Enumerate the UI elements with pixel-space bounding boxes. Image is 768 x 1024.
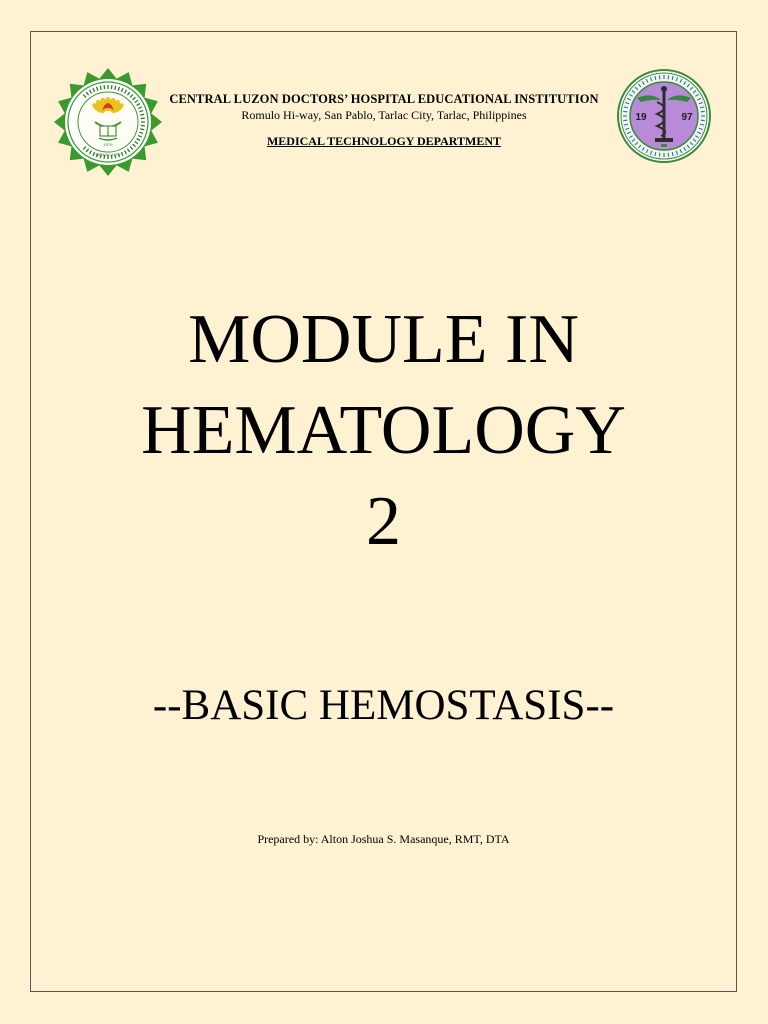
- department-seal-year-right: 97: [681, 112, 693, 123]
- institution-name: CENTRAL LUZON DOCTORS’ HOSPITAL EDUCATIONAL INSTITUTION: [169, 92, 599, 106]
- module-title: [30, 294, 737, 567]
- school-seal-year: 1979: [103, 142, 113, 147]
- department-seal-year-left: 19: [635, 112, 647, 123]
- department-name: MEDICAL TECHNOLOGY DEPARTMENT: [266, 134, 502, 148]
- institution-header: [150, 91, 618, 149]
- institution-address: Romulo Hi-way, San Pablo, Tarlac City, Tarlac, Philippines: [241, 108, 527, 122]
- school-seal-icon: [53, 66, 163, 178]
- department-seal-icon: [617, 68, 711, 165]
- prepared-by: Prepared by: Alton Joshua S. Masanque, RMT, DTA: [257, 832, 510, 846]
- module-subtitle: --BASIC HEMOSTASIS--: [152, 682, 615, 729]
- module-title-line-1: MODULE IN: [188, 301, 579, 378]
- module-title-line-3: 2: [366, 483, 401, 560]
- school-seal-city: TARLAC CITY: [95, 152, 121, 157]
- module-title-line-2: HEMATOLOGY: [141, 392, 626, 469]
